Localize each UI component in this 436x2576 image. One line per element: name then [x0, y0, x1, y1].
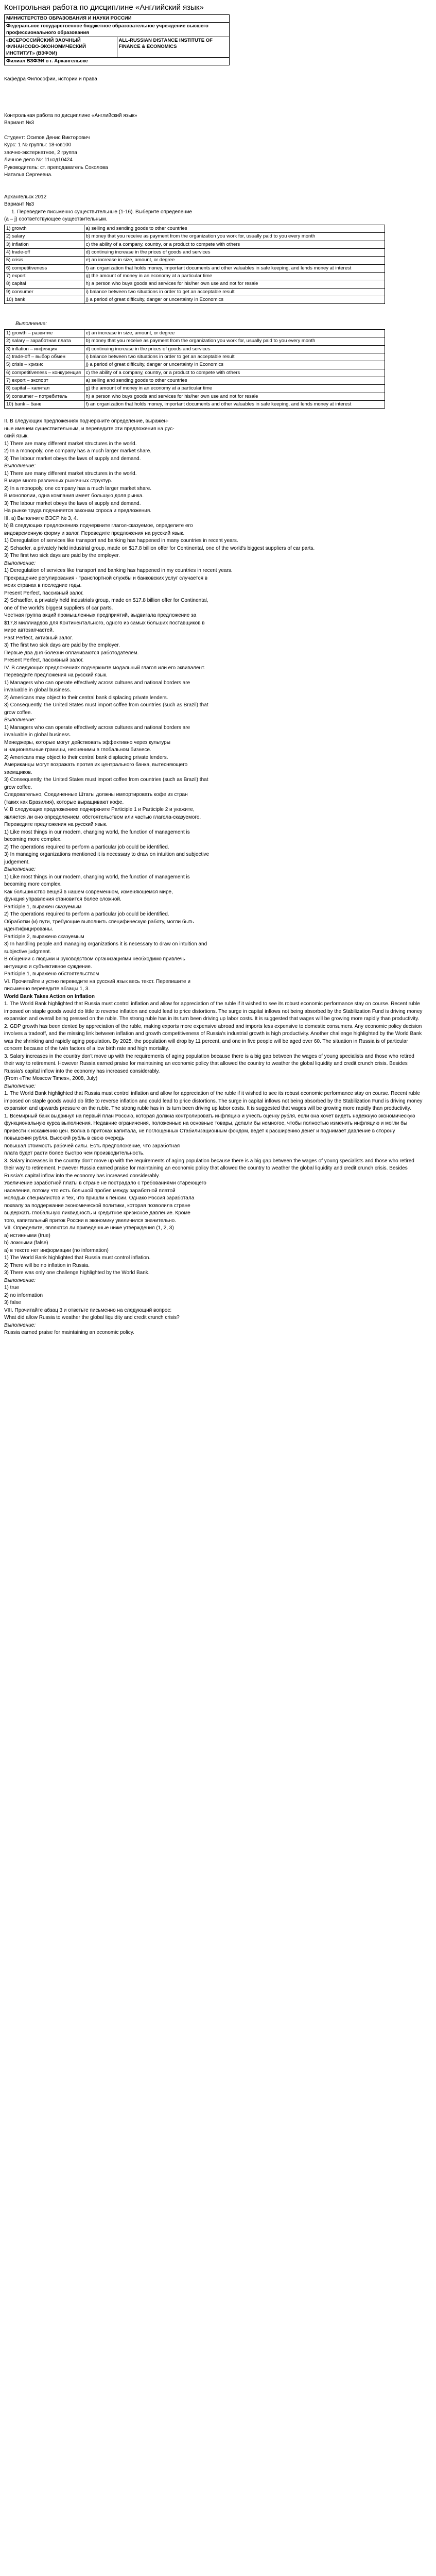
term-cell: 1) growth: [5, 225, 84, 232]
definition-cell: i) balance between two situations in order to get an acceptable result: [84, 288, 385, 296]
body-line: В монополии, одна компания имеет большую доля рынка.: [4, 493, 144, 499]
definition-cell: a) selling and sending goods to other countries: [84, 225, 385, 232]
table-row: [5, 233, 385, 241]
table-row: [5, 288, 385, 296]
table-row: [5, 280, 385, 288]
definition-cell: f) an organization that holds money, important documents and other valuables in safe keeping, and lends money at interest: [84, 264, 385, 272]
meta-line: Курс: 1 № группы: 18-юв100: [4, 142, 72, 148]
body-line: 1) Deregulation of services like transport and banking has happened in my countries in recent years.: [4, 568, 233, 574]
body-line: 1) Managers who can operate effectively across cultures and national borders are: [4, 680, 190, 686]
definition-cell: b) money that you receive as payment from the organization you work for, usually paid to you every month: [84, 337, 385, 345]
table-row: [5, 385, 385, 393]
body-line: Увеличение заработной платы в стране не пострадало с требованиями стареющего: [4, 1180, 206, 1187]
term-cell: 3) inflation: [5, 241, 84, 248]
table-row: [5, 296, 385, 304]
body-line: 3) The labour market obeys the laws of supply and demand.: [4, 455, 141, 462]
university-ru-cell: «ВСЕРОССИЙСКИЙ ЗАОЧНЫЙ ФИНАНСОВО-ЭКОНОМИЧЕСКИЙ ИНСТИТУТ» (ВЗФЭИ): [5, 37, 117, 58]
body-line: В общении с людьми и руководством организациями необходимо привлечь: [4, 956, 185, 962]
body-line: Выполнение:: [4, 1277, 36, 1283]
body-line: Менеджеры, которые могут действовать эффективно через культуры: [4, 739, 170, 745]
body-line: Выполнение:: [4, 560, 36, 566]
term-cell: 10) bank – банк: [5, 400, 84, 408]
definition-cell: c) the ability of a company, country, or a product to compete with others: [84, 241, 385, 248]
definition-cell: h) a person who buys goods and services for his/her own use and not for resale: [84, 280, 385, 288]
body-line: $17,8 миллиардов для Континентального, одного из самых больших поставщиков в: [4, 620, 205, 626]
body-line: Выполнение:: [4, 1083, 36, 1089]
body-line: 1) true: [4, 1285, 19, 1291]
meta-line: Вариант №3: [4, 120, 34, 126]
body-line: мире автозапчастей.: [4, 628, 54, 634]
term-cell: 9) consumer – потребитель: [5, 393, 84, 400]
body-line: V. В следующих предложениях подчеркните Participle 1 и Participle 2 и укажите,: [4, 807, 195, 813]
definition-cell: d) continuing increase in the prices of goods and services: [84, 248, 385, 256]
meta-line: Вариант №3: [4, 201, 34, 208]
body-line: 1. The World Bank highlighted that Russia must control inflation and allow for appreciation of the ruble if it wished to see its robust economic performance stay on course. Recent ruble imposed on staple goods would do little to reverse inflation and could lead to price distortions. The surge in capital inflows not being absorbed by the Stabilization Fund is driving money expansion and overall being pressed on the ruble. The strong ruble has in its turn been driving up labor costs. It is suggested that wages will be growing more rapidly than productivity.: [4, 1001, 423, 1022]
body-line: 3) false: [4, 1300, 21, 1306]
term-cell: 7) export: [5, 272, 84, 280]
body-line: 2) In a monopoly, one company has a much larger market share.: [4, 485, 152, 492]
meta-line: Наталья Сергеевна.: [4, 172, 53, 178]
body-line: VIII. Прочитайте абзац 3 и ответьте письменно на следующий вопрос:: [4, 1307, 172, 1313]
meta-line: Архангельск 2012: [4, 194, 47, 200]
meta-line: заочно-экстернатное, 2 группа: [4, 149, 77, 156]
table-row: [5, 264, 385, 272]
body-line: 1) There are many different market structures in the world.: [4, 470, 137, 477]
body-line: Выполнение:: [4, 717, 36, 723]
body-line: Participle 1, выражен сказуемым: [4, 904, 82, 910]
body-line: 3) The first two sick days are paid by the employer.: [4, 642, 120, 649]
body-line: ский язык.: [4, 433, 29, 439]
term-cell: 9) consumer: [5, 288, 84, 296]
definition-cell: c) the ability of a company, country, or a product to compete with others: [84, 369, 385, 377]
body-line: 2) Americans may object to their central bank displacing private lenders.: [4, 754, 168, 760]
body-line: 2) no information: [4, 1292, 43, 1298]
body-line: 2. GDP growth has been dented by appreciation of the ruble, making exports more expensive abroad and imports less expensive to domestic consumers. Any economic policy decision involves a tradeoff, and the missing link between inflation and growth competitiveness of Russia's industrial growth is high productivity. Another challenge highlighted by the World Bank was the shrinking and rapidly aging population. By 2025, the population will drop by 11 percent, and one in five people will be aged over 60. The situation in Russia is of particular concern because of the twin factors of a low birth rate and high mortality.: [4, 1023, 422, 1052]
table-row: [5, 361, 385, 369]
table-row: [5, 257, 385, 264]
body-line: заемщиков.: [4, 769, 32, 775]
table-row: [5, 248, 385, 256]
table-row: [5, 225, 385, 232]
body-line: b) В следующих предложениях подчеркните глагол-сказуемое, определите его: [4, 523, 193, 529]
body-line: invaluable in global business.: [4, 687, 72, 693]
page-title: Контрольная работа по дисциплине «Английский язык»: [4, 3, 204, 12]
university-en-cell: ALL-RUSSIAN DISTANCE INSTITUTE OF FINANCE & ECONOMICS: [117, 37, 230, 58]
body-line: 2) Schaeffer, a privately held industrials group, made on $17.8 billion offer for Continental,: [4, 598, 208, 604]
body-line: 3) There was only one challenge highlighted by the World Bank.: [4, 1270, 150, 1276]
table-row: [5, 241, 385, 248]
body-line: Переведите предложения на русский язык.: [4, 672, 108, 679]
table-row: [5, 272, 385, 280]
table-row: [5, 369, 385, 377]
task1-line: 1. Переведите письменно существительные (1-16). Выберите определение: [11, 209, 192, 215]
body-line: Переведите предложения на русский язык.: [4, 822, 108, 828]
meta-line: Студент: Осипов Денис Викторович: [4, 134, 90, 141]
definitions-table: [4, 225, 385, 304]
body-line: 3. Salary increases in the country don't move up with the requirements of aging population because there is a big gap between the wages of young specialists and those who retired their way to retirement. However Russia earned praise for maintaining an economic policy that allowed the country to weather the global liquidity and credit crunch crisis. Besides Russia's capital inflow into the economy has increased considerably.: [4, 1053, 414, 1074]
body-line: Первые два дня болезни оплачиваются работодателем.: [4, 650, 139, 656]
table-row: [5, 400, 385, 408]
body-line: На рынке труда подчиняется законам спроса и предложения.: [4, 508, 152, 514]
institution-header: [4, 14, 230, 65]
branch-cell: Филиал ВЗФЭИ в г. Архангельске: [5, 58, 230, 65]
body-line: III. a) Выполните ВЭСР № 3, 4.: [4, 515, 78, 521]
body-line: VII. Определите, являются ли приведенные ниже утверждения (1, 2, 3): [4, 1225, 174, 1231]
body-line: (From «The Moscow Times», 2008, July): [4, 1076, 98, 1082]
body-line: Participle 1, выражено обстоятельством: [4, 971, 99, 977]
body-line: 2) The operations required to perform a particular job could be identified.: [4, 911, 169, 918]
body-line: Present Perfect, пассивный залог.: [4, 590, 84, 596]
body-line: 3) The first two sick days are paid by the employer.: [4, 553, 120, 559]
body-line: becoming more complex.: [4, 882, 62, 888]
body-line: judgement.: [4, 859, 30, 865]
definition-cell: g) the amount of money in an economy at a particular time: [84, 272, 385, 280]
ministry-cell: МИНИСТЕРСТВО ОБРАЗОВАНИЯ И НАУКИ РОССИИ: [5, 15, 230, 23]
term-cell: 6) competitiveness: [5, 264, 84, 272]
body-line: видовременную форму и залог. Переведите предложения на русский язык.: [4, 530, 185, 536]
body-line: Past Perfect, активный залог.: [4, 635, 73, 641]
term-cell: 1) growth – развитие: [5, 329, 84, 337]
body-line: 3. Salary increases in the country don't move up with the requirements of aging population because there is a big gap between the wages of young specialists and those who retired their way to retirement. However Russia earned praise for maintaining an economic policy that allowed the country to weather the global liquidity and credit crunch crisis. Besides Russia's capital inflow into the economy has increased considerably.: [4, 1158, 414, 1179]
body-line: 3) Consequently, the United States must import coffee from countries (such as Brazil) that: [4, 702, 208, 708]
body-line: 1) Like most things in our modern, changing world, the function of management is: [4, 829, 190, 835]
meta-line: [4, 187, 424, 194]
table-row: [5, 393, 385, 400]
definition-cell: a) selling and sending goods to other countries: [84, 377, 385, 384]
body-line: населения, потому что есть большой пробел между заработной платой: [4, 1188, 176, 1194]
definition-cell: i) balance between two situations in order to get an acceptable result: [84, 353, 385, 361]
body-line: Обработки (и) пути, требующие выполнить специфическую работу, могли быть: [4, 919, 194, 925]
definition-cell: g) the amount of money in an economy at a particular time: [84, 385, 385, 393]
body-line: 3) In managing organizations mentioned it is necessary to draw on intuition and subjective: [4, 852, 210, 858]
definition-cell: j) a period of great difficulty, danger or uncertainty in Economics: [84, 296, 385, 304]
body-line: a) истинными (true): [4, 1232, 50, 1239]
body-line: 1. The World Bank highlighted that Russia must control inflation and allow for appreciation of the ruble if it wished to see its robust economic performance stay on course. Recent ruble imposed on staple goods would do little to reverse inflation and could lead to price distortions. The surge in capital inflows not being absorbed by the Stabilization Fund is driving money expansion and upwards pressure on the ruble. The strong ruble has in its turn been driving up labor costs. It is suggested that wages will be growing more rapidly than productivity.: [4, 1091, 423, 1112]
body-line: того, капитальный приток России в экономику увеличился значительно.: [4, 1217, 176, 1224]
definition-cell: f) an organization that holds money, important documents and other valuables in safe keeping, and lends money at interest: [84, 400, 385, 408]
student-meta: [4, 112, 424, 209]
body-line: 2) Americans may object to their central bank displacing private lenders.: [4, 694, 168, 701]
meta-line: [4, 127, 424, 134]
body-line: 2) The operations required to perform a particular job could be identified.: [4, 844, 169, 850]
body-line: 3) In handling people and managing organizations it is necessary to draw on intuition and: [4, 941, 207, 947]
table-row: [5, 337, 385, 345]
body-line: IV. В следующих предложениях подчеркните модальный глагол или его эквивалент.: [4, 665, 205, 671]
body-line: becoming more complex.: [4, 837, 62, 843]
body-line: функция управления становится более сложной.: [4, 896, 121, 903]
body-line: Выполнение:: [4, 463, 36, 469]
task1b-line: (a – j) соответствующее существительным.: [4, 216, 108, 223]
term-cell: 7) export – экспорт: [5, 377, 84, 384]
meta-line: Контрольная работа по дисциплине «Английский язык»: [4, 112, 137, 118]
body-line: invaluable in global business.: [4, 732, 72, 738]
term-cell: 3) inflation – инфляция: [5, 345, 84, 353]
meta-line: Личное дело №: 11нэд10424: [4, 157, 73, 163]
body-line: Present Perfect, пассивный залог.: [4, 657, 84, 664]
body-line: one of the world's biggest suppliers of car parts.: [4, 605, 113, 611]
body-line: 3) Consequently, the United States must import coffee from countries (such as Brazil) that: [4, 777, 208, 783]
table-row: [5, 353, 385, 361]
body-line: является ли оно определением, обстоятельством или частью глагола-сказуемого.: [4, 814, 201, 820]
definition-cell: e) an increase in size, amount, or degree: [84, 329, 385, 337]
body-line: subjective judgment.: [4, 948, 51, 955]
body-line: Честная группа акций промышленных предприятий, выдвигала предложение за: [4, 613, 197, 619]
definition-cell: h) a person who buys goods and services for his/her own use and not for resale: [84, 393, 385, 400]
definition-cell: d) continuing increase in the prices of goods and services: [84, 345, 385, 353]
body-line: 1) Managers who can operate effectively across cultures and national borders are: [4, 724, 190, 731]
body-line: (таких как Бразилия), которые выращивают кофе.: [4, 799, 124, 805]
term-cell: 8) capital – капитал: [5, 385, 84, 393]
body-line: II. В следующих предложениях подчеркните определение, выражен-: [4, 418, 169, 425]
body-line: Participle 2, выражено сказуемым: [4, 934, 84, 940]
body-line: VI. Прочитайте и устно переведите на русский язык весь текст. Перепишите и: [4, 978, 190, 985]
body-line: What did allow Russia to weather the global liquidity and credit crunch crisis?: [4, 1315, 180, 1321]
body-line: повышал стоимость рабочей силы. Есть предположение, что заработная: [4, 1143, 180, 1149]
body-line: а) в тексте нет информации (no information): [4, 1247, 109, 1253]
body-line: 1) There are many different market structures in the world.: [4, 440, 137, 447]
term-cell: 2) salary – заработная плата: [5, 337, 84, 345]
meta-line: Руководитель: ст. преподаватель Соколова: [4, 164, 108, 171]
term-cell: 8) capital: [5, 280, 84, 288]
body-line: grow coffee.: [4, 784, 32, 790]
term-cell: 6) competitiveness – конкуренция: [5, 369, 84, 377]
term-cell: 4) trade-off – выбор обмен: [5, 353, 84, 361]
definition-cell: j) a period of great difficulty, danger or uncertainty in Economics: [84, 361, 385, 369]
term-cell: 10) bank: [5, 296, 84, 304]
table-row: [5, 377, 385, 384]
agency-cell: Федеральное государственное бюджетное образовательное учреждение высшего профессионального образования: [5, 23, 230, 37]
body-line: Американцы могут возражать против их центрального банка, вытесняющего: [4, 762, 188, 768]
body-line: молодых специалистов и тех, что пришли к пенсии. Однако Россия заработала: [4, 1195, 195, 1201]
completed-label: Выполнение:: [15, 321, 47, 327]
body-line: 1) Like most things in our modern, changing world, the function of management is: [4, 874, 190, 880]
body-line: В мире много различных рыночных структур.: [4, 478, 112, 484]
body-line: World Bank Takes Action on Inflation: [4, 993, 95, 999]
term-cell: 5) crisis: [5, 257, 84, 264]
body-line: похвалу за поддержание экономической политики, которая позволила стране: [4, 1202, 190, 1209]
table-row: [5, 345, 385, 353]
body-line: письменно переведите абзацы 1, 3.: [4, 986, 90, 992]
term-cell: 4) trade-off: [5, 248, 84, 256]
body-line: интуицию и субъективное суждение.: [4, 963, 92, 970]
body-line: Russia earned praise for maintaining an economic policy.: [4, 1330, 134, 1336]
body-line: b) ложными (false): [4, 1240, 48, 1246]
body-line: ные именем существительным, и переведите эти предложения на рус-: [4, 426, 175, 432]
body-line: 1. Всемирный банк выдвинул на первый план Россию, которая должна контролировать инфляцию и учесть оценку рубля, если она хочет видеть надежную экономическую функциональную курса выполнения. Недавние ограничения, положенные на основные товары, делали бы немногое, чтобы полностью изменить инфляцию и могли бы привести к искажению цен. Волна в притоках капитала, не поглощенных Стабилизационным фондом, ведет к расширению денег и поднимает давление в сторону повышения рубля. Высокий рубль в свою очередь: [4, 1113, 415, 1142]
body-line: Выполнение:: [4, 867, 36, 873]
body-line: Как большинство вещей в нашем современном, изменяющемся мире,: [4, 889, 173, 895]
table-row: [5, 329, 385, 337]
body-line: Выполнение:: [4, 1322, 36, 1328]
definition-cell: b) money that you receive as payment from the organization you work for, usually paid to you every month: [84, 233, 385, 241]
body-line: 3) The labour market obeys the laws of supply and demand.: [4, 500, 141, 506]
body-line: идентифицированы.: [4, 926, 54, 933]
document-body: [4, 418, 424, 1337]
definition-cell: e) an increase in size, amount, or degree: [84, 257, 385, 264]
body-line: 2) Schaefer, a privately held industrial group, made on $17.8 billion offer for Continental, one of the world's biggest suppliers of car parts.: [4, 545, 315, 551]
body-line: 1) The World Bank highlighted that Russia must control inflation.: [4, 1255, 151, 1261]
term-cell: 5) crisis – кризис: [5, 361, 84, 369]
body-line: 2) In a monopoly, one company has a much larger market share.: [4, 448, 152, 454]
body-line: выдержать глобальную ликвидность и кредитное кризисное давление. Кроме: [4, 1210, 190, 1216]
body-line: Следовательно, Соединенные Штаты должны импортировать кофе из стран: [4, 792, 188, 798]
body-line: и национальные границы, неоценимы в глобальном бизнесе.: [4, 747, 151, 753]
body-line: 1) Deregulation of services like transport and banking has happened in many countries in recent years.: [4, 538, 238, 544]
body-line: плата будет расти более быстро чем производительность.: [4, 1150, 145, 1157]
body-line: 2) There will be no inflation in Russia.: [4, 1262, 90, 1268]
body-line: grow coffee.: [4, 709, 32, 716]
department-line: Кафедра Философии, истории и права: [4, 76, 97, 82]
term-cell: 2) salary: [5, 233, 84, 241]
body-line: моих странах в последние годы.: [4, 583, 82, 589]
body-line: Прекращение регулирования - транспортной службы и банковских услуг случается в: [4, 575, 208, 581]
meta-line: [4, 179, 424, 187]
answers-table: [4, 329, 385, 409]
